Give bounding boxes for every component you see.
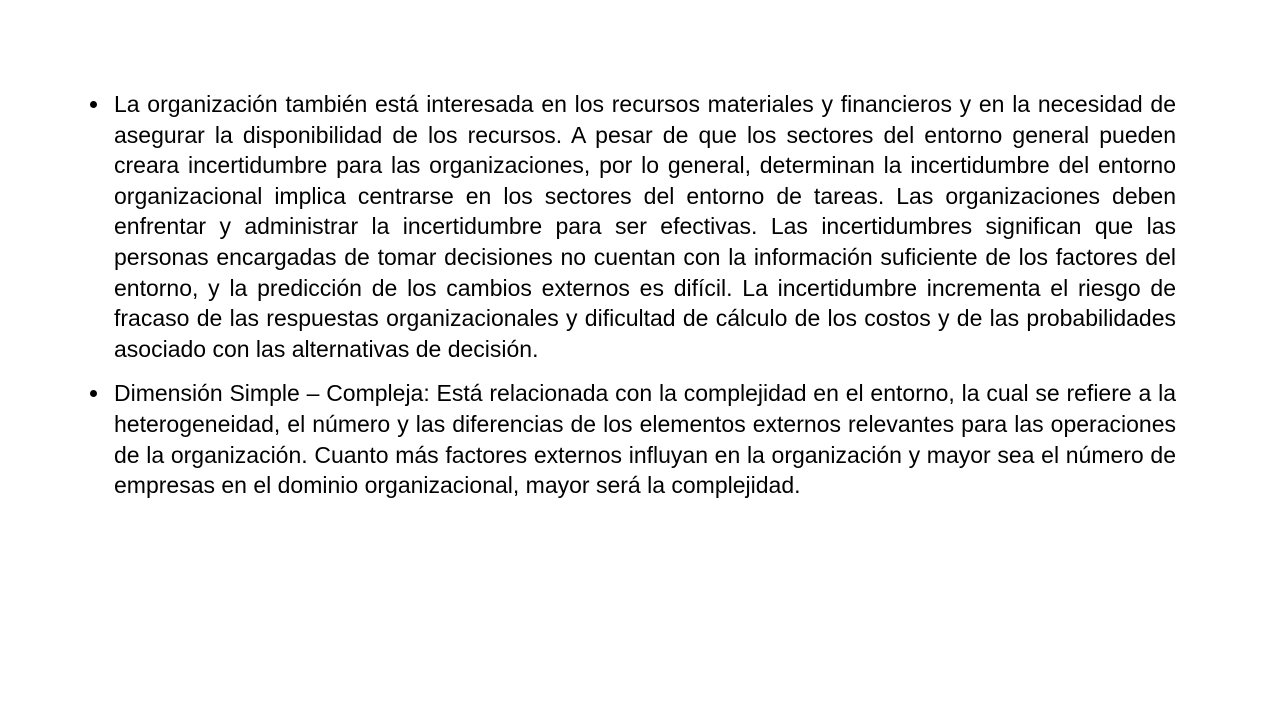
bullet-point-icon: [90, 101, 97, 108]
bullet-item-incertidumbre: [88, 89, 1176, 364]
bullet-point-icon: [90, 390, 97, 397]
bullet-list: [88, 89, 1176, 515]
bullet-text: La organización también está interesada en los recursos materiales y financieros y en la necesidad de asegurar la disponibilidad de los recursos. A pesar de que los sectores del entorno general pueden creara incertidumbre para las organizaciones, por lo general, determinan la incertidumbre del entorno organizacional implica centrarse en los sectores del entorno de tareas. Las organizaciones deben enfrentar y administrar la incertidumbre para ser efectivas. Las incertidumbres significan que las personas encargadas de tomar decisiones no cuentan con la información suficiente de los factores del entorno, y la predicción de los cambios externos es difícil. La incertidumbre incrementa el riesgo de fracaso de las respuestas organizacionales y dificultad de cálculo de los costos y de las probabilidades asociado con las alternativas de decisión.: [114, 91, 1176, 362]
bullet-item-dimension-simple-compleja: [88, 378, 1176, 500]
bullet-text: Dimensión Simple – Compleja: Está relacionada con la complejidad en el entorno, la cual se refiere a la heterogeneidad, el número y las diferencias de los elementos externos relevantes para las operaciones de la organización. Cuanto más factores externos influyan en la organización y mayor sea el número de empresas en el dominio organizacional, mayor será la complejidad.: [114, 380, 1176, 499]
